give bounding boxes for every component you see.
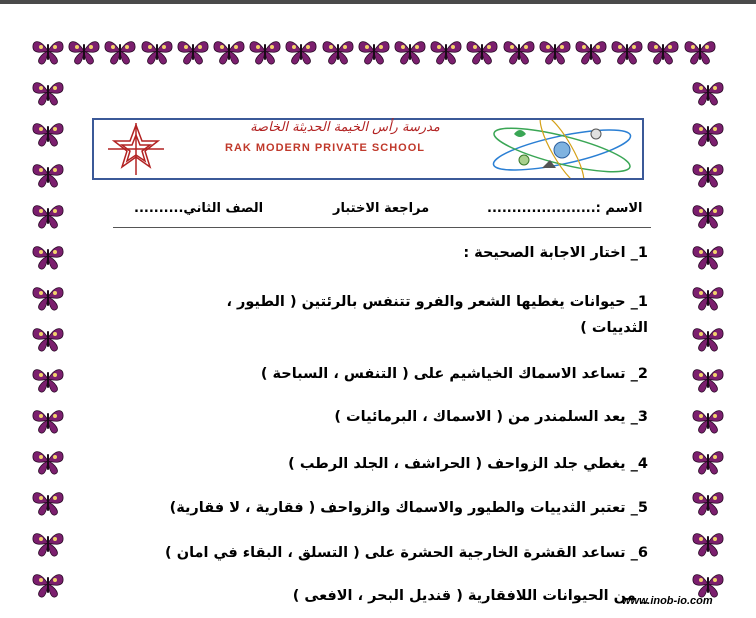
school-name-arabic: مدرسة رأس الخيمة الحديثة الخاصة: [250, 120, 440, 135]
butterfly-icon: [645, 36, 681, 66]
question-2: 2_ تساعد الاسماك الخياشيم على ( التنفس ، السباحة ): [260, 366, 648, 382]
question-5: 5_ تعتبر الثدييات والطيور والاسماك والزواحف ( فقارية ، لا فقارية): [169, 500, 648, 516]
butterfly-icon: [30, 405, 66, 435]
butterfly-icon: [283, 36, 319, 66]
butterfly-icon: [428, 36, 464, 66]
butterfly-icon: [690, 200, 726, 230]
butterfly-icon: [464, 36, 500, 66]
question-3: 3_ يعد السلمندر من ( الاسماك ، البرمائيات ): [334, 409, 648, 425]
butterfly-icon: [30, 323, 66, 353]
butterfly-icon: [30, 118, 66, 148]
butterfly-icon: [356, 36, 392, 66]
butterfly-icon: [30, 241, 66, 271]
butterfly-icon: [690, 282, 726, 312]
butterfly-icon: [501, 36, 537, 66]
butterfly-icon: [392, 36, 428, 66]
butterfly-icon: [30, 487, 66, 517]
butterfly-icon: [30, 159, 66, 189]
butterfly-icon: [690, 364, 726, 394]
school-name-english: RAK MODERN PRIVATE SCHOOL: [225, 142, 425, 154]
butterfly-icon: [30, 569, 66, 599]
butterfly-icon: [690, 487, 726, 517]
butterfly-icon: [690, 241, 726, 271]
student-name-field: الاسم :......................: [487, 201, 643, 216]
butterfly-icon: [537, 36, 573, 66]
question-4: 4_ يغطي جلد الزواحف ( الحراشف ، الجلد الرطب ): [288, 456, 648, 472]
butterfly-icon: [30, 200, 66, 230]
watermark: www.inob-io.com: [622, 595, 713, 607]
question-7: _ من الحيوانات اللافقارية ( قنديل البحر ، الافعى ): [292, 588, 648, 604]
instruction: 1_ اختار الاجابة الصحيحة :: [463, 245, 648, 261]
butterfly-icon: [690, 446, 726, 476]
science-atom-icon: [484, 120, 640, 178]
butterfly-icon: [30, 364, 66, 394]
butterfly-icon: [102, 36, 138, 66]
butterfly-icon: [211, 36, 247, 66]
butterfly-icon: [139, 36, 175, 66]
butterfly-icon: [320, 36, 356, 66]
butterfly-icon: [30, 282, 66, 312]
butterfly-icon: [247, 36, 283, 66]
butterfly-icon: [690, 159, 726, 189]
review-title: مراجعة الاختبار: [333, 201, 430, 216]
butterfly-icon: [690, 528, 726, 558]
butterfly-icon: [609, 36, 645, 66]
butterfly-icon: [682, 36, 718, 66]
butterfly-icon: [30, 528, 66, 558]
butterfly-icon: [690, 77, 726, 107]
butterfly-icon: [175, 36, 211, 66]
butterfly-icon: [30, 36, 66, 66]
question-1-continued: الثدييات ): [580, 320, 648, 336]
butterfly-icon: [30, 446, 66, 476]
header-divider: [113, 227, 651, 228]
butterfly-icon: [573, 36, 609, 66]
butterfly-icon: [690, 118, 726, 148]
butterfly-icon: [30, 77, 66, 107]
butterfly-icon: [690, 323, 726, 353]
butterfly-icon: [690, 405, 726, 435]
question-1: 1_ حيوانات يغطيها الشعر والفرو تتنفس بالرئتين ( الطيور ،: [226, 294, 648, 310]
top-edge-bar: [0, 0, 756, 4]
question-6: 6_ تساعد القشرة الخارجية الحشرة على ( التسلق ، البقاء في امان ): [165, 545, 648, 561]
school-emblem-icon: [97, 121, 175, 177]
butterfly-icon: [66, 36, 102, 66]
class-field: الصف الثاني..........: [134, 201, 264, 216]
